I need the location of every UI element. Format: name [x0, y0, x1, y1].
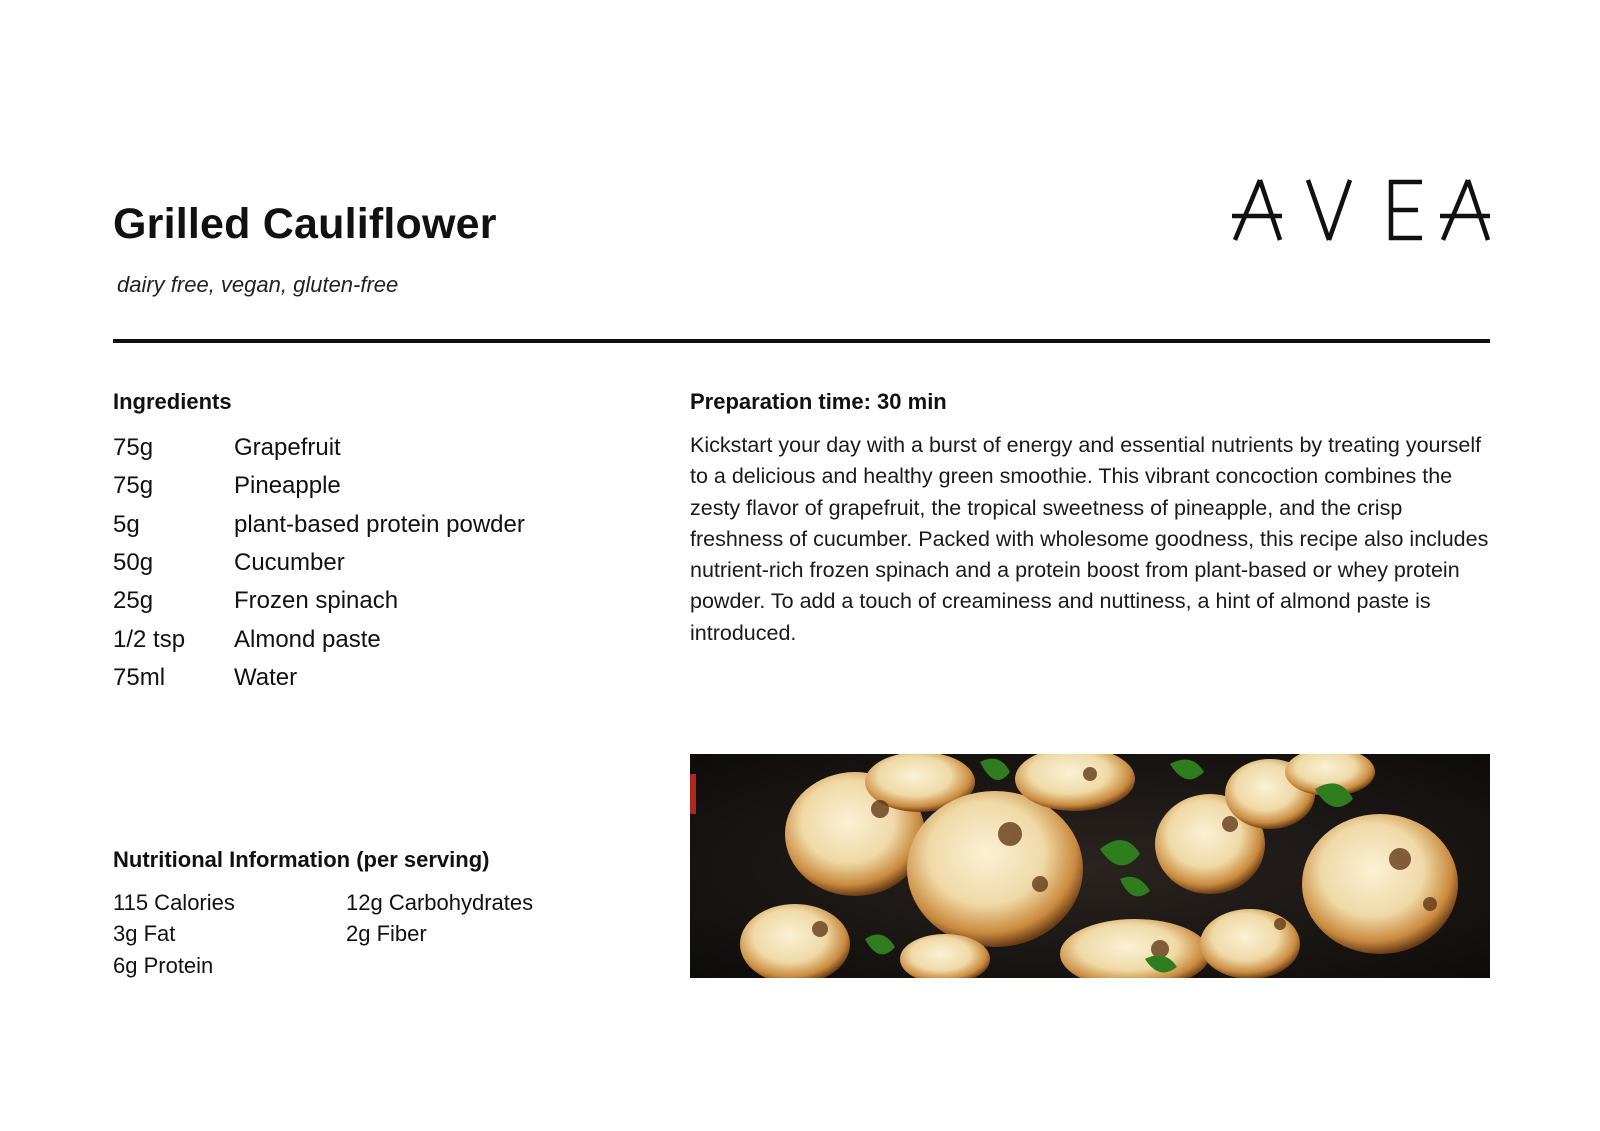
- nutrition-grid: [113, 887, 613, 982]
- nutrition-heading: Nutritional Information (per serving): [113, 847, 490, 872]
- ingredient-name: Water: [234, 663, 298, 691]
- ingredients-list: [113, 429, 633, 697]
- ingredient-row: [113, 467, 633, 505]
- ingredient-quantity: 50g: [113, 549, 154, 577]
- recipe-description: Kickstart your day with a burst of energy and essential nutrients by treating yourself to a delicious and healthy green smoothie. This vibrant concoction combines the zesty flavor of grapefruit, the tropical sweetness of pineapple, and the crisp freshness of cucumber. Packed with wholesome goodness, this recipe also includes nutrient-rich frozen spinach and a protein boost from plant-based or whey protein powder. To add a touch of creaminess and nuttiness, a hint of almond paste is introduced.: [690, 433, 1489, 645]
- ingredient-name: Frozen spinach: [234, 587, 399, 615]
- header-divider: [113, 339, 1490, 343]
- ingredient-quantity: 75g: [113, 434, 154, 462]
- recipe-title: Grilled Cauliflower: [113, 200, 497, 248]
- ingredient-row: [113, 544, 633, 582]
- ingredient-name: plant-based protein powder: [234, 510, 525, 538]
- nutrition-fiber: 2g Fiber: [346, 921, 427, 947]
- brand-logo: [1232, 178, 1490, 242]
- preparation-heading: Preparation time: 30 min: [690, 389, 947, 414]
- ingredient-name: Pineapple: [234, 472, 341, 500]
- cauliflower-photo: [690, 754, 1490, 978]
- nutrition-carbohydrates: 12g Carbohydrates: [346, 889, 534, 915]
- nutrition-calories: 115 Calories: [113, 889, 235, 915]
- ingredient-row: [113, 620, 633, 658]
- ingredient-quantity: 1/2 tsp: [113, 625, 186, 653]
- ingredients-heading: Ingredients: [113, 389, 232, 414]
- ingredient-quantity: 75ml: [113, 663, 166, 691]
- nutrition-protein: 6g Protein: [113, 952, 214, 978]
- ingredient-name: Almond paste: [234, 625, 381, 653]
- nutrition-fat: 3g Fat: [113, 921, 176, 947]
- ingredient-row: [113, 506, 633, 544]
- ingredient-row: [113, 429, 633, 467]
- cauliflower-illustration: [690, 754, 1490, 978]
- ingredient-quantity: 25g: [113, 587, 154, 615]
- ingredient-row: [113, 659, 633, 697]
- ingredient-quantity: 75g: [113, 472, 154, 500]
- ingredient-name: Cucumber: [234, 549, 345, 577]
- ingredient-row: [113, 582, 633, 620]
- recipe-tags: dairy free, vegan, gluten-free: [117, 272, 399, 297]
- ingredient-quantity: 5g: [113, 510, 140, 538]
- ingredient-name: Grapefruit: [234, 434, 341, 462]
